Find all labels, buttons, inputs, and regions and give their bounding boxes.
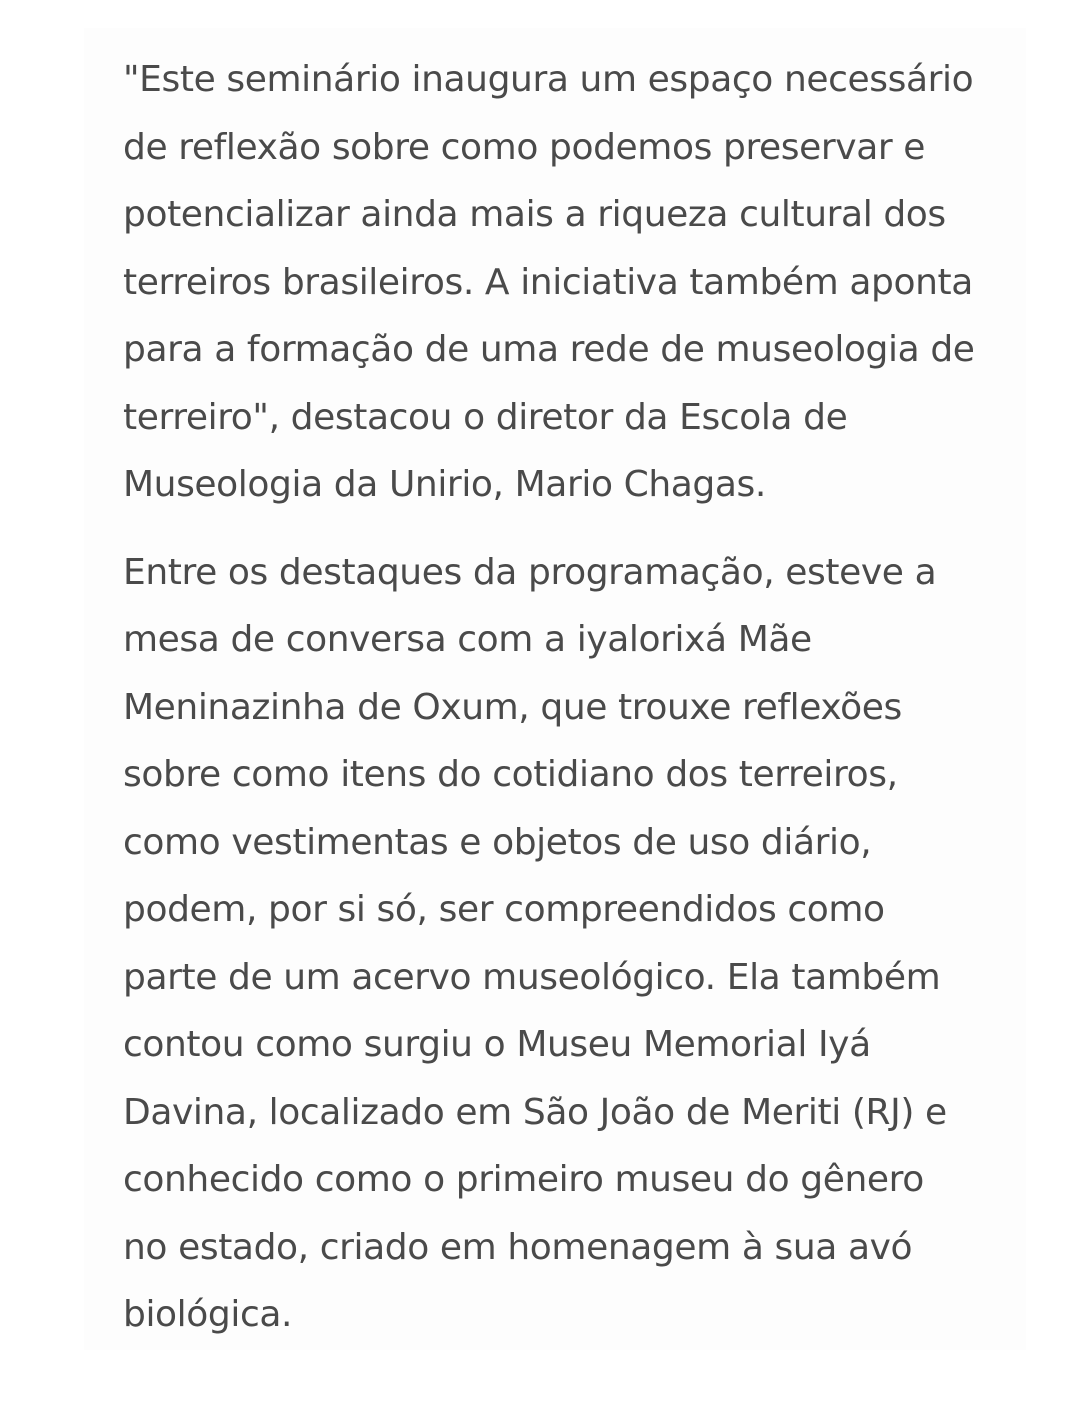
text-line: no estado, criado em homenagem à sua avó [123, 1214, 1003, 1282]
paragraph-spacer [123, 519, 1003, 539]
text-line: podem, por si só, ser compreendidos como [123, 876, 1003, 944]
quote-paragraph [123, 46, 1003, 519]
text-line: "Este seminário inaugura um espaço necessário [123, 46, 1003, 114]
text-line: potencializar ainda mais a riqueza cultural dos [123, 181, 1003, 249]
text-line: contou como surgiu o Museu Memorial Iyá [123, 1011, 1003, 1079]
text-line: Entre os destaques da programação, esteve a [123, 539, 1003, 607]
text-line: terreiro", destacou o diretor da Escola de [123, 384, 1003, 452]
highlights-paragraph [123, 539, 1003, 1416]
text-line: conhecido como o primeiro museu do gênero [123, 1146, 1003, 1214]
article-body [123, 46, 1003, 1416]
text-line [123, 1349, 1003, 1416]
text-line: de reflexão sobre como podemos preservar e [123, 114, 1003, 182]
text-line: sobre como itens do cotidiano dos terreiros, [123, 741, 1003, 809]
text-line: Davina, localizado em São João de Meriti (RJ) e [123, 1079, 1003, 1147]
text-line: Museologia da Unirio, Mario Chagas. [123, 451, 1003, 519]
text-line: mesa de conversa com a iyalorixá Mãe [123, 606, 1003, 674]
text-line: para a formação de uma rede de museologia de [123, 316, 1003, 384]
text-line: como vestimentas e objetos de uso diário, [123, 809, 1003, 877]
text-line: biológica. [123, 1281, 1003, 1349]
text-line: parte de um acervo museológico. Ela também [123, 944, 1003, 1012]
text-line: terreiros brasileiros. A iniciativa também aponta [123, 249, 1003, 317]
text-line: Meninazinha de Oxum, que trouxe reflexões [123, 674, 1003, 742]
